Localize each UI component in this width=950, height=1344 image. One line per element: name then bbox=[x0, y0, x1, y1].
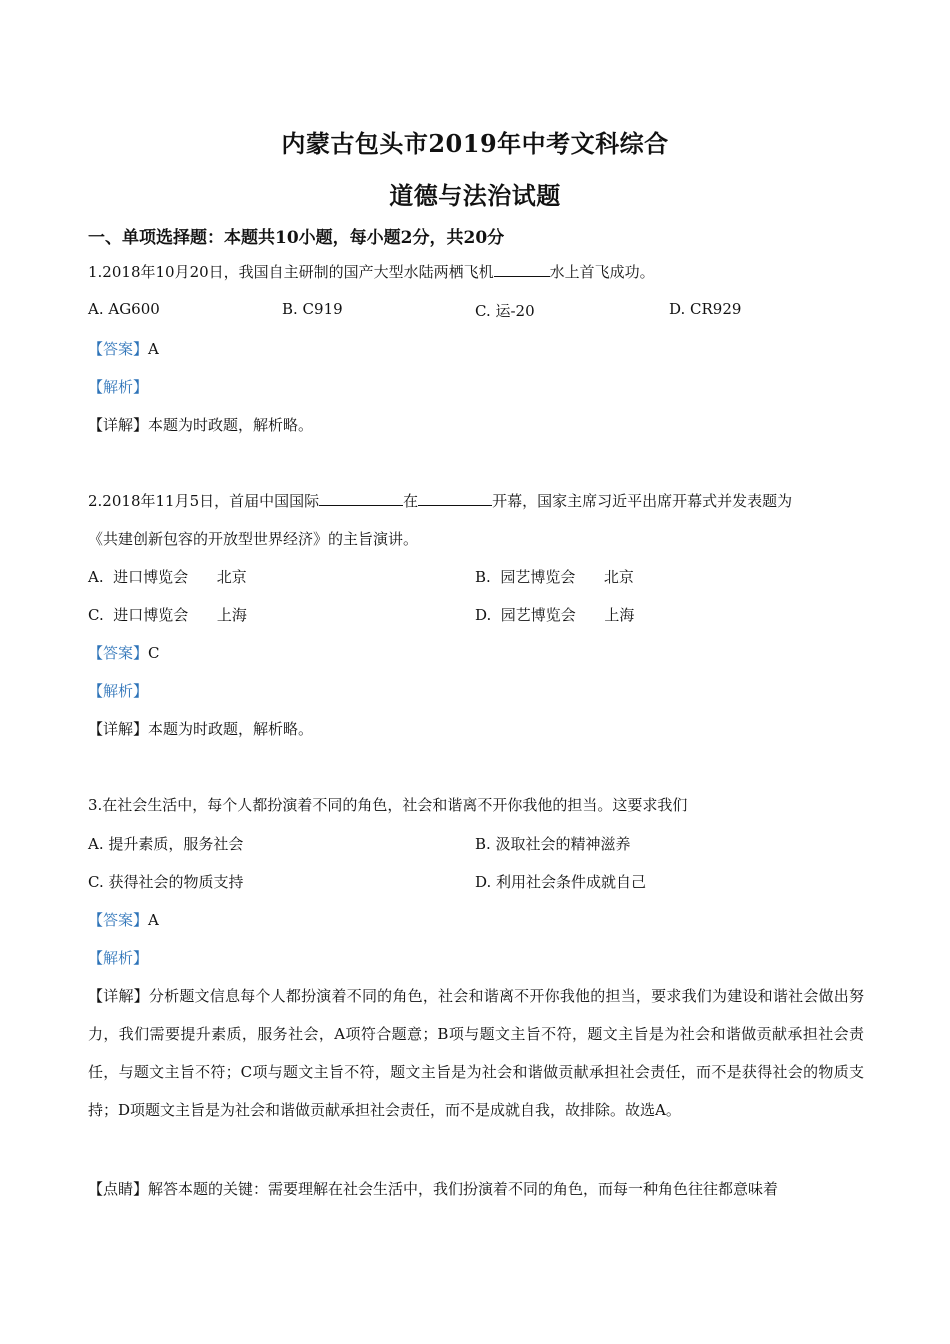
q2-option-d: D. 园艺博览会 上海 bbox=[475, 606, 635, 624]
q2-detail: 【详解】本题为时政题，解析略。 bbox=[88, 720, 314, 738]
q3-option-d: D. 利用社会条件成就自己 bbox=[475, 873, 647, 891]
q1-option-a: A. AG600 bbox=[88, 300, 160, 318]
q1-detail: 【详解】本题为时政题，解析略。 bbox=[88, 416, 314, 434]
answer-blank bbox=[319, 491, 403, 506]
q3-option-a: A. 提升素质，服务社会 bbox=[88, 835, 244, 853]
q2-option-a: A. 进口博览会 北京 bbox=[88, 568, 247, 586]
q3-answer: 【答案】A bbox=[88, 911, 159, 929]
q2-answer: 【答案】C bbox=[88, 644, 160, 662]
q1-analysis-label: 【解析】 bbox=[88, 378, 149, 396]
q3-option-b: B. 汲取社会的精神滋养 bbox=[475, 835, 631, 853]
q3-detail: 【详解】分析题文信息每个人都扮演着不同的角色，社会和谐离不开你我他的担当，要求我们为建设和谐社会做出努力，我们需要提升素质，服务社会，A项符合题意；B项与题文主旨不符，题文主旨是为社会和谐做贡献承担社会责任，与题文主旨不符；C项与题文主旨不符，题文主旨是为社会和谐做贡献承担社会责任，而不是获得社会的物质支持；D项题文主旨是为社会和谐做贡献承担社会责任，而不是成就自我，故排除。故选A。 bbox=[88, 987, 864, 1119]
q3-comment: 【点睛】解答本题的关键：需要理解在社会生活中，我们扮演着不同的角色，而每一种角色往往都意味着 bbox=[88, 1180, 779, 1198]
q2-stem: 2.2018年11月5日，首届中国国际 在 开幕，国家主席习近平出席开幕式并发表题为 bbox=[88, 492, 793, 510]
q2-stem-line2: 《共建创新包容的开放型世界经济》的主旨演讲。 bbox=[88, 530, 419, 548]
q2-option-b: B. 园艺博览会 北京 bbox=[475, 568, 634, 586]
q1-option-b: B. C919 bbox=[282, 300, 343, 318]
q3-analysis-label: 【解析】 bbox=[88, 949, 149, 967]
q1-stem: 1.2018年10月20日，我国自主研制的国产大型水陆两栖飞机 水上首飞成功。 bbox=[88, 263, 655, 281]
q1-answer: 【答案】A bbox=[88, 340, 159, 358]
section-heading: 一、单项选择题：本题共10小题，每小题2分，共20分 bbox=[88, 228, 505, 248]
q2-analysis-label: 【解析】 bbox=[88, 682, 149, 700]
answer-blank bbox=[494, 262, 550, 277]
doc-title: 内蒙古包头市2019年中考文科综合 bbox=[281, 129, 669, 158]
q3-stem: 3.在社会生活中，每个人都扮演着不同的角色，社会和谐离不开你我他的担当。这要求我们 bbox=[88, 796, 688, 814]
q2-option-c: C. 进口博览会 上海 bbox=[88, 606, 247, 624]
q1-option-c: C. 运-20 bbox=[475, 302, 535, 320]
doc-subtitle: 道德与法治试题 bbox=[389, 181, 561, 210]
q3-option-c: C. 获得社会的物质支持 bbox=[88, 873, 244, 891]
q1-option-d: D. CR929 bbox=[669, 300, 742, 318]
answer-blank bbox=[418, 491, 492, 506]
